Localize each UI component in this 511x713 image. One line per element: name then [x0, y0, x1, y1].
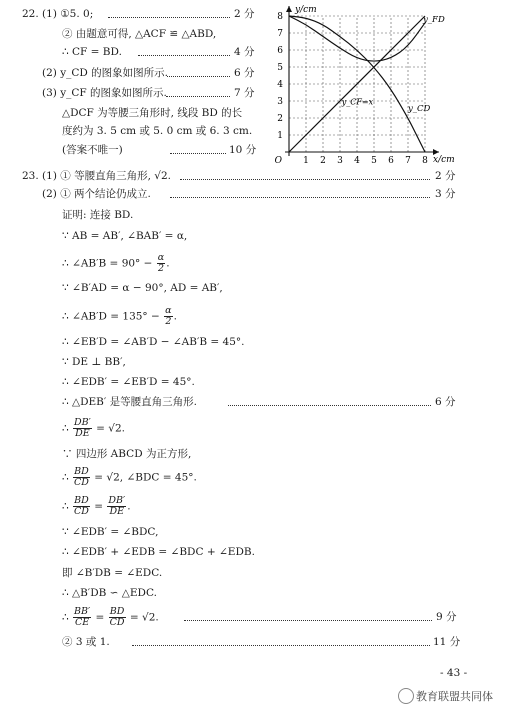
y-tick-label: 7: [277, 29, 283, 39]
y-tick-label: 2: [277, 114, 283, 124]
proof-text: ∴ ∠AB′D = 135° −: [62, 310, 160, 323]
proof-line: ∵ ∠EDB′ = ∠BDC,: [62, 526, 159, 538]
fraction: $\frac{BD}{CD}$: [74, 495, 89, 517]
q22-part2: (2) y_CD 的图象如图所示.: [42, 67, 169, 79]
y-axis-label: y/cm: [295, 5, 317, 15]
fraction: $\frac{BD}{CD}$: [74, 466, 89, 488]
fraction: $\frac{\alpha}{2}$: [157, 252, 165, 274]
score: 6 分: [435, 396, 456, 408]
proof-line: ∵ DE ⊥ BB′,: [62, 356, 126, 368]
proof-line-frac: ∴ $\frac{BD}{CD}$ = $\frac{DB'}{DE}$ .: [62, 495, 131, 517]
function-graph: [265, 2, 465, 168]
leader-dots: [228, 405, 431, 406]
wechat-icon: [398, 688, 414, 704]
proof-line-frac: ∴ $\frac{BD}{CD}$ = √2, ∠BDC = 45°.: [62, 466, 197, 488]
x-tick-label: 4: [354, 156, 360, 166]
series-label-ycf: y_CF=x: [341, 97, 374, 107]
fraction: $\frac{BB'}{CE}$: [74, 606, 91, 628]
x-tick-label: 2: [320, 156, 326, 166]
q22-part3-text2: 度约为 3. 5 cm 或 5. 0 cm 或 6. 3 cm.: [62, 125, 253, 137]
q22-part1: 22. (1) ①5. 0;: [22, 8, 94, 20]
score: 7 分: [234, 87, 255, 99]
page-number: - 43 -: [440, 667, 468, 679]
y-tick-label: 8: [277, 12, 283, 22]
proof-line: ∵ AB = AB′, ∠BAB′ = α,: [62, 230, 188, 242]
x-axis-label: x/cm: [433, 155, 455, 165]
fraction: $\frac{DB'}{DE}$: [108, 495, 126, 517]
x-tick-label: 1: [303, 156, 309, 166]
q22-part1-2-conclusion: ∴ CF = BD.: [62, 46, 122, 58]
proof-text: ∴ ∠AB′B = 90° −: [62, 257, 153, 270]
proof-line: ∴ △B′DB ∽ △EDC.: [62, 587, 157, 599]
origin-label: O: [274, 156, 282, 166]
x-tick-label: 6: [388, 156, 394, 166]
proof-line-frac: ∴ $\frac{BB'}{CE}$ = $\frac{BD}{CD}$ = √2.: [62, 606, 159, 628]
y-tick-label: 6: [277, 46, 283, 56]
leader-dots: [138, 55, 230, 56]
x-tick-label: 3: [337, 156, 343, 166]
leader-dots: [108, 17, 230, 18]
x-tick-label: 7: [405, 156, 411, 166]
q22-part3: (3) y_CF 的图象如图所示.: [42, 87, 167, 99]
proof-line: ∴ ∠EDB′ + ∠EDB = ∠BDC + ∠EDB.: [62, 546, 255, 558]
q23-part1: 23. (1) ① 等腰直角三角形, √2.: [22, 170, 171, 182]
y-axis-arrow: [286, 6, 292, 12]
score: 9 分: [436, 611, 457, 623]
y-tick-label: 5: [277, 63, 283, 73]
watermark-text: 教育联盟共同体: [416, 690, 493, 703]
score: 11 分: [433, 636, 461, 648]
leader-dots: [170, 153, 226, 154]
x-tick-label: 8: [422, 156, 428, 166]
y-tick-label: 3: [277, 97, 283, 107]
proof-line: ∴ ∠EB′D = ∠AB′D − ∠AB′B = 45°.: [62, 336, 245, 348]
q22-part3-text: △DCF 为等腰三角形时, 线段 BD 的长: [62, 107, 243, 119]
score: 3 分: [435, 188, 456, 200]
score: 10 分: [229, 144, 257, 156]
fraction: $\frac{DB'}{DE}$: [74, 417, 91, 439]
leader-dots: [184, 620, 432, 621]
fraction: $\frac{\alpha}{2}$: [165, 305, 172, 327]
series-label-yfd: y_FD: [423, 14, 445, 25]
proof-line-frac: ∴ $\frac{DB'}{DE}$ = √2.: [62, 417, 125, 439]
fraction: $\frac{BD}{CD}$: [109, 606, 125, 628]
score: 2 分: [435, 170, 456, 182]
proof-start: 证明: 连接 BD.: [62, 209, 134, 221]
score: 6 分: [234, 67, 255, 79]
q23-part2-2: ② 3 或 1.: [62, 636, 110, 648]
y-tick-label: 4: [277, 80, 283, 90]
proof-line: ∴ △DEB′ 是等腰直角三角形.: [62, 396, 197, 408]
proof-line: ∵ ∠B′AD = α − 90°, AD = AB′,: [62, 282, 223, 294]
leader-dots: [132, 645, 430, 646]
proof-line: ∴ ∠EDB′ = ∠EB′D = 45°.: [62, 376, 195, 388]
proof-line: ∵ 四边形 ABCD 为正方形,: [62, 448, 192, 460]
score: 4 分: [234, 46, 255, 58]
x-tick-label: 5: [371, 156, 377, 166]
leader-dots: [170, 197, 430, 198]
series-label-ycd: y_CD: [408, 104, 431, 115]
proof-line-frac: ∴ ∠AB′D = 135° − $\frac{\alpha}{2}$ .: [62, 305, 177, 327]
proof-line-frac: ∴ ∠AB′B = 90° − $\frac{\alpha}{2}$ .: [62, 252, 170, 274]
y-tick-label: 1: [277, 131, 283, 141]
score: 2 分: [234, 8, 255, 20]
q22-part1-2: ② 由题意可得, △ACF ≌ △ABD,: [62, 28, 217, 40]
q22-note: (答案不唯一): [62, 144, 123, 156]
proof-line: 即 ∠B′DB = ∠EDC.: [62, 567, 163, 579]
q23-part2: (2) ① 两个结论仍成立.: [42, 188, 151, 200]
leader-dots: [166, 96, 230, 97]
leader-dots: [167, 76, 230, 77]
leader-dots: [180, 179, 430, 180]
